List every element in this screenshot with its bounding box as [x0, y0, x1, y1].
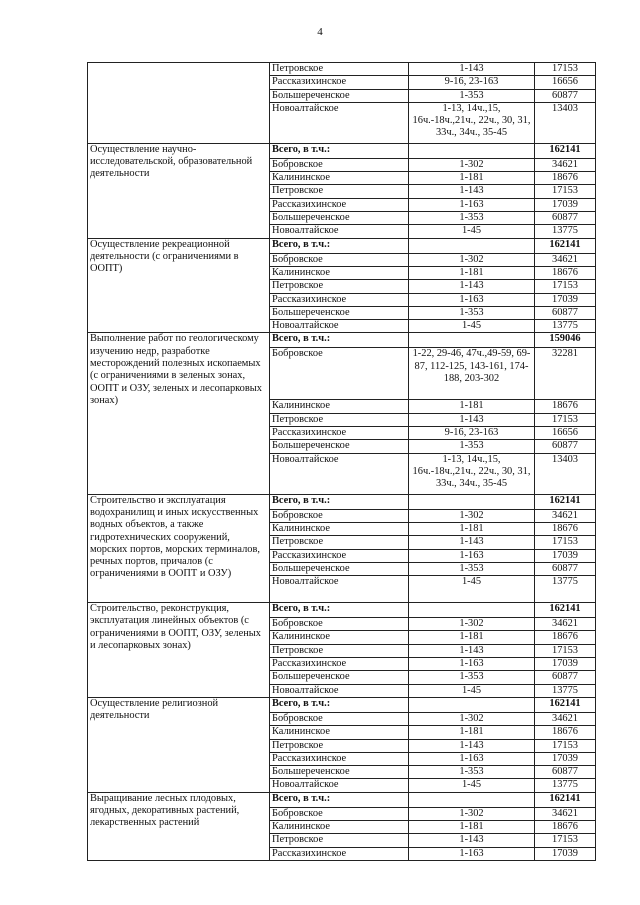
quarters-cell: 1-143	[409, 536, 535, 549]
quarters-cell: 1-45	[409, 320, 535, 333]
quarters-cell: 1-13, 14ч.,15, 16ч.-18ч.,21ч., 22ч., 30, 31, 33ч., 34ч., 35-45	[409, 102, 535, 143]
quarters-cell: 1-163	[409, 293, 535, 306]
value-cell: 60877	[535, 562, 596, 575]
value-cell: 17153	[535, 185, 596, 198]
area-cell: Бобровское	[270, 807, 409, 820]
area-cell: Новоалтайское	[270, 102, 409, 143]
area-cell: Рассказихинское	[270, 293, 409, 306]
value-cell: 17153	[535, 413, 596, 426]
quarters-cell: 1-45	[409, 779, 535, 792]
area-cell: Новоалтайское	[270, 320, 409, 333]
quarters-cell	[409, 143, 535, 158]
quarters-cell: 1-302	[409, 807, 535, 820]
area-cell: Калининское	[270, 631, 409, 644]
value-cell: 18676	[535, 266, 596, 279]
value-cell: 34621	[535, 712, 596, 725]
table-row	[88, 603, 596, 618]
value-cell: 60877	[535, 212, 596, 225]
area-cell: Бобровское	[270, 618, 409, 631]
quarters-cell: 1-353	[409, 766, 535, 779]
value-cell: 17153	[535, 834, 596, 847]
quarters-cell: 1-143	[409, 739, 535, 752]
quarters-cell: 1-143	[409, 413, 535, 426]
area-cell: Большереченское	[270, 306, 409, 319]
area-cell: Всего, в т.ч.:	[270, 697, 409, 712]
area-cell: Рассказихинское	[270, 847, 409, 860]
area-cell: Бобровское	[270, 712, 409, 725]
table-body	[88, 63, 596, 861]
quarters-cell: 1-143	[409, 185, 535, 198]
quarters-cell: 1-181	[409, 820, 535, 833]
quarters-cell: 1-181	[409, 400, 535, 413]
value-cell: 60877	[535, 671, 596, 684]
quarters-cell: 1-181	[409, 726, 535, 739]
value-cell: 162141	[535, 603, 596, 618]
value-cell: 13775	[535, 684, 596, 697]
quarters-cell: 1-302	[409, 253, 535, 266]
value-cell: 34621	[535, 158, 596, 171]
value-cell: 17039	[535, 752, 596, 765]
area-cell: Новоалтайское	[270, 684, 409, 697]
area-cell: Петровское	[270, 834, 409, 847]
area-cell: Всего, в т.ч.:	[270, 603, 409, 618]
quarters-cell	[409, 792, 535, 807]
area-cell: Всего, в т.ч.:	[270, 494, 409, 509]
area-cell: Новоалтайское	[270, 779, 409, 792]
area-cell: Петровское	[270, 280, 409, 293]
area-cell: Петровское	[270, 739, 409, 752]
table-row	[88, 494, 596, 509]
value-cell: 18676	[535, 820, 596, 833]
area-cell: Рассказихинское	[270, 549, 409, 562]
value-cell: 18676	[535, 400, 596, 413]
area-cell: Большереченское	[270, 766, 409, 779]
activity-cell: Осуществление научно-исследовательской, образовательной деятельности	[88, 143, 270, 238]
value-cell: 32281	[535, 348, 596, 400]
area-cell: Рассказихинское	[270, 76, 409, 89]
value-cell: 17039	[535, 293, 596, 306]
quarters-cell: 1-163	[409, 658, 535, 671]
quarters-cell: 1-181	[409, 522, 535, 535]
quarters-cell: 1-181	[409, 266, 535, 279]
value-cell: 60877	[535, 89, 596, 102]
value-cell: 159046	[535, 333, 596, 348]
activity-cell: Строительство и эксплуатация водохранилищ и иных искусственных водных объектов, а также гидротехнических сооружений, морских портов, морских терминалов, речных портов, причалов (с ограничениями в ООПТ и ОЗУ)	[88, 494, 270, 602]
quarters-cell: 1-181	[409, 172, 535, 185]
area-cell: Большереченское	[270, 440, 409, 453]
value-cell: 13775	[535, 320, 596, 333]
quarters-cell: 1-143	[409, 63, 535, 76]
area-cell: Рассказихинское	[270, 198, 409, 211]
area-cell: Бобровское	[270, 509, 409, 522]
value-cell: 34621	[535, 253, 596, 266]
quarters-cell	[409, 333, 535, 348]
quarters-cell: 9-16, 23-163	[409, 76, 535, 89]
activity-cell: Осуществление религиозной деятельности	[88, 697, 270, 792]
quarters-cell: 1-302	[409, 712, 535, 725]
quarters-cell: 1-45	[409, 684, 535, 697]
activity-cell	[88, 63, 270, 144]
value-cell: 13775	[535, 779, 596, 792]
value-cell: 16656	[535, 427, 596, 440]
area-cell: Всего, в т.ч.:	[270, 143, 409, 158]
area-cell: Калининское	[270, 522, 409, 535]
area-cell: Большереченское	[270, 212, 409, 225]
value-cell: 17039	[535, 549, 596, 562]
area-cell: Калининское	[270, 172, 409, 185]
value-cell: 162141	[535, 792, 596, 807]
quarters-cell: 1-353	[409, 440, 535, 453]
value-cell: 17153	[535, 644, 596, 657]
area-cell: Всего, в т.ч.:	[270, 792, 409, 807]
value-cell: 17153	[535, 536, 596, 549]
area-cell: Новоалтайское	[270, 453, 409, 494]
area-cell: Бобровское	[270, 253, 409, 266]
value-cell: 17039	[535, 198, 596, 211]
quarters-cell: 1-353	[409, 89, 535, 102]
value-cell: 34621	[535, 807, 596, 820]
table-row	[88, 63, 596, 76]
area-cell: Большереченское	[270, 562, 409, 575]
quarters-cell	[409, 603, 535, 618]
quarters-cell: 1-45	[409, 576, 535, 603]
quarters-cell: 1-302	[409, 509, 535, 522]
quarters-cell: 1-143	[409, 834, 535, 847]
value-cell: 60877	[535, 306, 596, 319]
value-cell: 162141	[535, 238, 596, 253]
area-cell: Бобровское	[270, 158, 409, 171]
table-row	[88, 697, 596, 712]
value-cell: 13403	[535, 102, 596, 143]
area-cell: Новоалтайское	[270, 576, 409, 603]
value-cell: 17153	[535, 63, 596, 76]
quarters-cell: 1-181	[409, 631, 535, 644]
value-cell: 17039	[535, 847, 596, 860]
value-cell: 34621	[535, 618, 596, 631]
quarters-cell: 1-163	[409, 549, 535, 562]
quarters-cell: 1-143	[409, 280, 535, 293]
table-row	[88, 238, 596, 253]
area-cell: Петровское	[270, 185, 409, 198]
value-cell: 34621	[535, 509, 596, 522]
value-cell: 18676	[535, 522, 596, 535]
area-cell: Петровское	[270, 644, 409, 657]
quarters-cell: 1-45	[409, 225, 535, 238]
value-cell: 17153	[535, 739, 596, 752]
table-row	[88, 143, 596, 158]
quarters-cell: 1-302	[409, 618, 535, 631]
area-cell: Петровское	[270, 536, 409, 549]
area-cell: Петровское	[270, 63, 409, 76]
value-cell: 16656	[535, 76, 596, 89]
table-row	[88, 792, 596, 807]
quarters-cell	[409, 494, 535, 509]
quarters-cell	[409, 697, 535, 712]
quarters-cell: 1-163	[409, 752, 535, 765]
area-cell: Большереченское	[270, 671, 409, 684]
value-cell: 60877	[535, 440, 596, 453]
value-cell: 162141	[535, 697, 596, 712]
activity-cell: Осуществление рекреационной деятельности (с ограничениями в ООПТ)	[88, 238, 270, 333]
value-cell: 18676	[535, 726, 596, 739]
area-cell: Калининское	[270, 820, 409, 833]
value-cell: 18676	[535, 172, 596, 185]
quarters-cell: 1-22, 29-46, 47ч.,49-59, 69-87, 112-125, 143-161, 174-188, 203-302	[409, 348, 535, 400]
value-cell: 13775	[535, 576, 596, 603]
value-cell: 18676	[535, 631, 596, 644]
value-cell: 162141	[535, 143, 596, 158]
area-cell: Бобровское	[270, 348, 409, 400]
page-number: 4	[317, 26, 323, 38]
quarters-cell: 1-353	[409, 671, 535, 684]
area-cell: Всего, в т.ч.:	[270, 333, 409, 348]
area-cell: Калининское	[270, 726, 409, 739]
value-cell: 13775	[535, 225, 596, 238]
area-cell: Петровское	[270, 413, 409, 426]
quarters-cell: 1-353	[409, 562, 535, 575]
value-cell: 13403	[535, 453, 596, 494]
quarters-cell: 9-16, 23-163	[409, 427, 535, 440]
value-cell: 17153	[535, 280, 596, 293]
quarters-cell: 1-163	[409, 198, 535, 211]
value-cell: 17039	[535, 658, 596, 671]
quarters-cell: 1-302	[409, 158, 535, 171]
value-cell: 162141	[535, 494, 596, 509]
area-cell: Новоалтайское	[270, 225, 409, 238]
table-row	[88, 333, 596, 348]
area-cell: Рассказихинское	[270, 752, 409, 765]
activity-cell: Выращивание лесных плодовых, ягодных, декоративных растений, лекарственных растений	[88, 792, 270, 860]
quarters-cell: 1-353	[409, 212, 535, 225]
area-cell: Калининское	[270, 266, 409, 279]
quarters-cell: 1-353	[409, 306, 535, 319]
quarters-cell	[409, 238, 535, 253]
area-cell: Калининское	[270, 400, 409, 413]
area-cell: Рассказихинское	[270, 427, 409, 440]
forest-use-table	[87, 62, 596, 861]
quarters-cell: 1-143	[409, 644, 535, 657]
activity-cell: Строительство, реконструкция, эксплуатация линейных объектов (с ограничениями в ООПТ, ОЗУ, зеленых и лесопарковых зонах)	[88, 603, 270, 698]
quarters-cell: 1-13, 14ч.,15, 16ч.-18ч.,21ч., 22ч., 30, 31, 33ч., 34ч., 35-45	[409, 453, 535, 494]
value-cell: 60877	[535, 766, 596, 779]
activity-cell: Выполнение работ по геологическому изучению недр, разработке месторождений полезных ископаемых (с ограничениями в зеленых зонах, ООПТ и ОЗУ, зеленых и лесопарковых зонах)	[88, 333, 270, 494]
area-cell: Большереченское	[270, 89, 409, 102]
area-cell: Рассказихинское	[270, 658, 409, 671]
area-cell: Всего, в т.ч.:	[270, 238, 409, 253]
quarters-cell: 1-163	[409, 847, 535, 860]
